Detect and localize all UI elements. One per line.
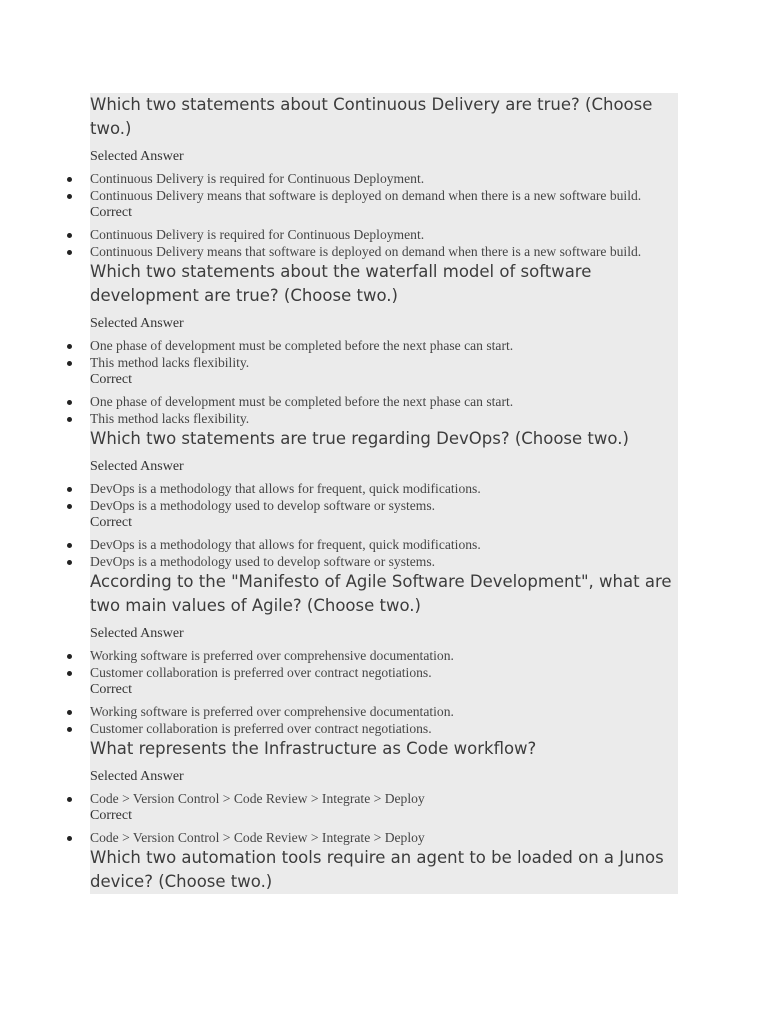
correct-answer-item xyxy=(67,536,678,553)
answer-text: Working software is preferred over comprehensive documentation. xyxy=(90,647,678,664)
selected-answer-item xyxy=(67,480,678,497)
answer-text: This method lacks flexibility. xyxy=(90,410,678,427)
question-block xyxy=(90,846,678,894)
quiz-review-content xyxy=(90,93,678,894)
selected-answer-label: Selected Answer xyxy=(90,626,184,641)
question-text: What represents the Infrastructure as Code workflow? xyxy=(90,739,537,758)
question-block xyxy=(90,427,678,570)
correct-answer-list xyxy=(90,829,678,846)
correct-answer-item xyxy=(67,393,678,410)
question-block xyxy=(90,737,678,846)
selected-answer-list xyxy=(90,790,678,807)
answer-text: This method lacks flexibility. xyxy=(90,354,678,371)
question-text: Which two statements about Continuous Delivery are true? (Choose two.) xyxy=(90,95,653,138)
answer-text: DevOps is a methodology that allows for frequent, quick modifications. xyxy=(90,480,678,497)
selected-answer-list xyxy=(90,480,678,514)
correct-answer-item xyxy=(67,829,678,846)
answer-text: Working software is preferred over comprehensive documentation. xyxy=(90,703,678,720)
selected-answer-item xyxy=(67,337,678,354)
selected-answer-list xyxy=(90,337,678,371)
selected-answer-label: Selected Answer xyxy=(90,769,184,784)
answer-text: Continuous Delivery is required for Continuous Deployment. xyxy=(90,170,678,187)
answer-text: DevOps is a methodology used to develop software or systems. xyxy=(90,553,678,570)
question-block xyxy=(90,570,678,737)
answer-text: Code > Version Control > Code Review > Integrate > Deploy xyxy=(90,790,678,807)
answer-text: Customer collaboration is preferred over contract negotiations. xyxy=(90,720,678,737)
question-text: According to the "Manifesto of Agile Software Development", what are two main values of Agile? (Choose two.) xyxy=(90,572,672,615)
selected-answer-item xyxy=(67,170,678,187)
question-text: Which two automation tools require an agent to be loaded on a Junos device? (Choose two.) xyxy=(90,848,664,891)
answer-text: One phase of development must be completed before the next phase can start. xyxy=(90,393,678,410)
correct-answer-item xyxy=(67,553,678,570)
selected-answer-label: Selected Answer xyxy=(90,149,184,164)
selected-answer-item xyxy=(67,647,678,664)
correct-answer-list xyxy=(90,703,678,737)
selected-answer-label: Selected Answer xyxy=(90,459,184,474)
question-block xyxy=(90,260,678,427)
correct-answer-item xyxy=(67,243,678,260)
answer-text: Continuous Delivery means that software is deployed on demand when there is a new software build. xyxy=(90,243,678,260)
correct-answer-label: Correct xyxy=(90,515,132,530)
answer-text: Code > Version Control > Code Review > Integrate > Deploy xyxy=(90,829,678,846)
selected-answer-item xyxy=(67,790,678,807)
selected-answer-item xyxy=(67,354,678,371)
question-text: Which two statements are true regarding DevOps? (Choose two.) xyxy=(90,429,629,448)
correct-answer-list xyxy=(90,393,678,427)
correct-answer-label: Correct xyxy=(90,808,132,823)
correct-answer-item xyxy=(67,226,678,243)
question-block xyxy=(90,93,678,260)
selected-answer-label: Selected Answer xyxy=(90,316,184,331)
selected-answer-item xyxy=(67,497,678,514)
correct-answer-item xyxy=(67,720,678,737)
correct-answer-label: Correct xyxy=(90,682,132,697)
answer-text: Continuous Delivery is required for Continuous Deployment. xyxy=(90,226,678,243)
answer-text: DevOps is a methodology used to develop software or systems. xyxy=(90,497,678,514)
selected-answer-list xyxy=(90,170,678,204)
correct-answer-label: Correct xyxy=(90,205,132,220)
answer-text: Continuous Delivery means that software is deployed on demand when there is a new software build. xyxy=(90,187,678,204)
correct-answer-item xyxy=(67,703,678,720)
selected-answer-item xyxy=(67,664,678,681)
correct-answer-list xyxy=(90,536,678,570)
answer-text: DevOps is a methodology that allows for frequent, quick modifications. xyxy=(90,536,678,553)
question-text: Which two statements about the waterfall model of software development are true? (Choose two.) xyxy=(90,262,592,305)
correct-answer-item xyxy=(67,410,678,427)
answer-text: One phase of development must be completed before the next phase can start. xyxy=(90,337,678,354)
selected-answer-item xyxy=(67,187,678,204)
correct-answer-list xyxy=(90,226,678,260)
answer-text: Customer collaboration is preferred over contract negotiations. xyxy=(90,664,678,681)
correct-answer-label: Correct xyxy=(90,372,132,387)
selected-answer-list xyxy=(90,647,678,681)
